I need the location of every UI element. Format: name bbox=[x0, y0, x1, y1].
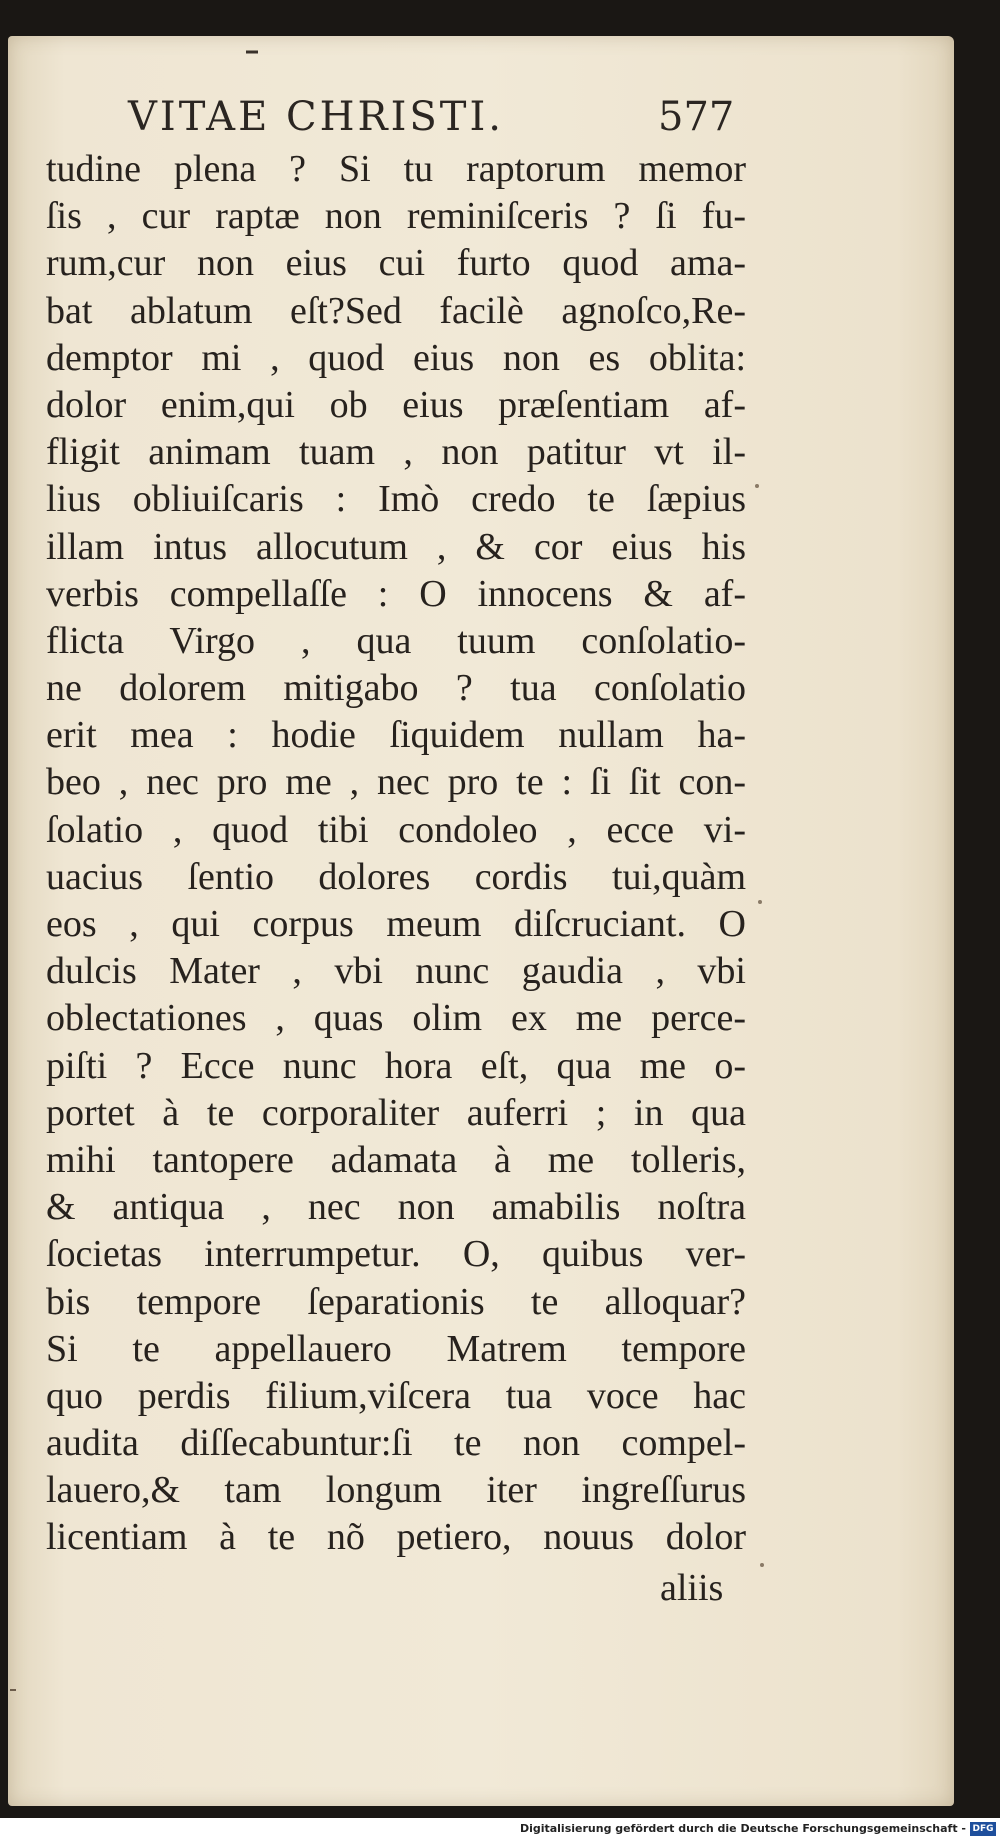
text-line: rum,cur non eius cui furto quod ama- bbox=[46, 242, 746, 285]
text-line: ne dolorem mitigabo ? tua conſolatio bbox=[46, 667, 746, 710]
text-line: demptor mi , quod eius non es oblita: bbox=[46, 336, 746, 379]
text-line: eos , qui corpus meum diſcruciant. O bbox=[46, 903, 746, 945]
catchword: aliis bbox=[660, 1567, 724, 1609]
text-line: dulcis Mater , vbi nunc gaudia , vbi bbox=[46, 950, 746, 993]
text-line: Si te appellauero Matrem tempore bbox=[46, 1327, 746, 1370]
text-line: oblectationes , quas olim ex me perce- bbox=[46, 997, 746, 1040]
text-line: portet à te corporaliter auferri ; in qua bbox=[46, 1091, 746, 1134]
text-line: ſocietas interrumpetur. O, quibus ver- bbox=[46, 1233, 746, 1276]
text-line: bis tempore ſeparationis te alloquar? bbox=[46, 1280, 746, 1323]
text-line: ſis , cur raptæ non reminiſceris ? ſi fu- bbox=[46, 195, 746, 238]
text-line: mihi tantopere adamata à me tolleris, bbox=[46, 1138, 746, 1181]
running-head: VITAE CHRISTI. bbox=[128, 94, 504, 140]
text-line: lauero,& tam longum iter ingreſſurus bbox=[46, 1469, 746, 1512]
text-line: illam intus allocutum , & cor eius his bbox=[46, 525, 746, 568]
text-line: fligit animam tuam , non patitur vt il- bbox=[46, 431, 746, 474]
text-line: piſti ? Ecce nunc hora eſt, qua me o- bbox=[46, 1044, 746, 1087]
text-line: audita diſſecabuntur:ſi te non compel- bbox=[46, 1422, 746, 1465]
text-line: licentiam à te nõ petiero, nouus dolor bbox=[46, 1516, 746, 1559]
dfg-logo: DFG bbox=[970, 1822, 996, 1836]
text-line: beo , nec pro me , nec pro te : ſi ſit con- bbox=[46, 761, 746, 804]
text-line: tudine plena ? Si tu raptorum memor bbox=[46, 148, 746, 190]
page-number: 577 bbox=[658, 94, 735, 140]
funding-credit: Digitalisierung gefördert durch die Deutsche Forschungsgemeinschaft - bbox=[519, 1822, 966, 1835]
text-line: dolor enim,qui ob eius præſentiam af- bbox=[46, 383, 746, 426]
text-line: bat ablatum eſt?Sed facilè agnoſco,Re- bbox=[46, 289, 746, 332]
text-line: lius obliuiſcaris : Imò credo te ſæpius bbox=[46, 478, 746, 521]
text-line: uacius ſentio dolores cordis tui,quàm bbox=[46, 855, 746, 898]
text-line: flicta Virgo , qua tuum conſolatio- bbox=[46, 619, 746, 662]
text-line: ſolatio , quod tibi condoleo , ecce vi- bbox=[46, 808, 746, 851]
text-line: quo perdis filium,viſcera tua voce hac bbox=[46, 1374, 746, 1417]
footer-bar bbox=[0, 1818, 1000, 1843]
book-page bbox=[8, 36, 954, 1806]
text-line: erit mea : hodie ſiquidem nullam ha- bbox=[46, 714, 746, 757]
text-line: verbis compellaſſe : O innocens & af- bbox=[46, 572, 746, 615]
text-line: & antiqua , nec non amabilis noſtra bbox=[46, 1186, 746, 1229]
body-text bbox=[46, 146, 746, 1562]
